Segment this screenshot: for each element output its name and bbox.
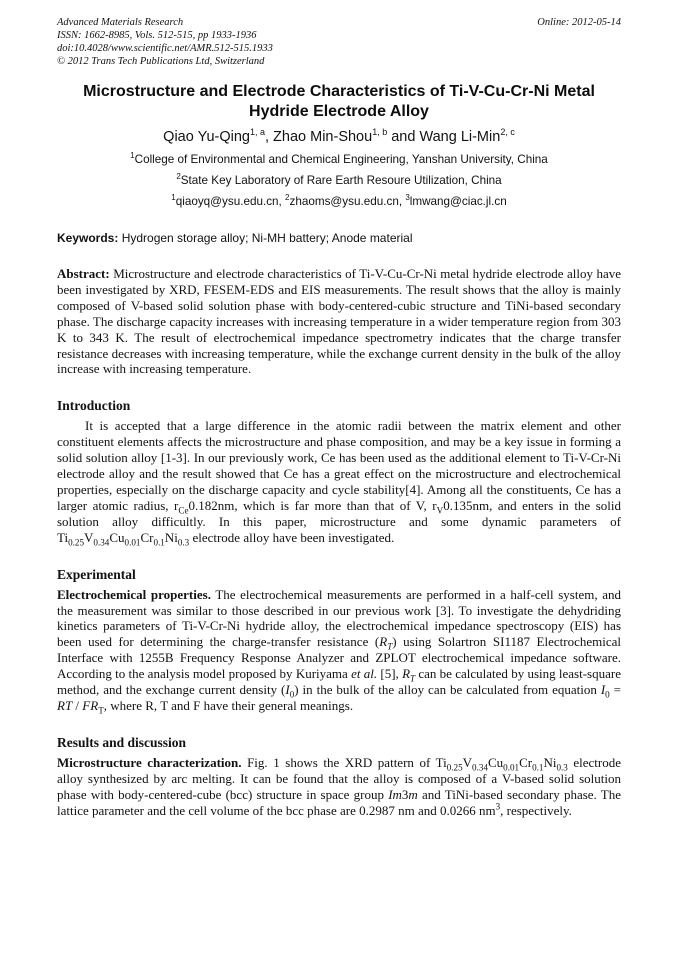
keywords-line [57, 231, 621, 246]
results-paragraph: Microstructure characterization. Fig. 1 shows the XRD pattern of $Ti_{0.25}V_{0.34}Cu_{0.01}Cr_{0.1}Ni_{0.3}$ electrode alloy synthesized by arc melting. It can be found that the alloy is composed of a V-based solid solution phase with body-centered-cube (bcc) structure in space group Im3m and TiNi-based secondary phase. The lattice parameter and the cell volume of the bcc phase are 0.2987 nm and 0.0266 $nm^3$, respectively. [57, 754, 622, 818]
copyright-line: © 2012 Trans Tech Publications Ltd, Switzerland [57, 56, 265, 67]
abstract-paragraph: Abstract: Microstructure and electrode characteristics of Ti-V-Cu-Cr-Ni metal hydride electrode alloy have been investigated by XRD, FESEM-EDS and EIS measurements. The result shows that the alloy is mainly composed of V-based solid solution phase with body-centered-cubic structure and TiNi-based secondary phase. The discharge capacity increases with increasing temperature in a wider temperature region from 303 K to 343 K. The result of electrochemical impedance spectrometry indicates that the charge transfer resistance decreases with increasing temperature, while the exchange current density in the bulk of the alloy increase with increasing temperature. [57, 266, 621, 377]
online-date: Online: 2012-05-14 [537, 17, 621, 28]
section-heading-results: Results and discussion [57, 734, 187, 750]
journal-name: Advanced Materials Research [57, 17, 184, 28]
affiliation-1: $^1$College of Environmental and Chemical Engineering, Yanshan University, China [130, 151, 548, 166]
author-emails-line: $^1$qiaoyq@ysu.edu.cn, $^2$zhaoms@ysu.edu.cn, $^3$lmwang@ciac.jl.cn [171, 193, 507, 208]
introduction-paragraph: It is accepted that a large difference in the atomic radii between the matrix element and other constituent elements affects the microstructure and phase composition, and may be a key issue in forming a solid solution alloy [1-3]. In our previously work, Ce has been used as the additional element to Ti-V-Cr-Ni electrode alloy and the result showed that Ce has a great effect on the microstructure and electrochemical properties, especially on the discharge capacity and cycle stability[4]. Among all the constituents, Ce has a larger atomic radius, $r_{Ce}0.182nm$, which is far more than that of V, $r_V0.135nm$, and enters in the solid solution alloy difficultly. In this paper, microstructure and some dynamic parameters of $Ti_{0.25}V_{0.34}Cu_{0.01}Cr_{0.1}Ni_{0.3}$ electrode alloy have been investigated. [57, 418, 622, 548]
keywords-label: Keywords: [57, 231, 119, 245]
section-heading-experimental: Experimental [57, 566, 136, 582]
journal-header [57, 16, 621, 68]
paper-title: Microstructure and Electrode Characteristics of Ti-V-Cu-Cr-Ni Metal Hydride Electrode Alloy [83, 83, 595, 120]
journal-meta-block [57, 16, 273, 68]
section-heading-introduction: Introduction [57, 398, 131, 414]
authors-line: Qiao Yu-Qing$^{1, a}$, Zhao Min-Shou$^{1, b}$ and Wang Li-Min$^{2, c}$ [163, 127, 515, 145]
experimental-paragraph: Electrochemical properties. The electrochemical measurements are performed in a half-cell system, and the measurement was similar to those described in our previous work [3]. To investigate the dehydriding kinetics parameters of Ti-V-Cr-Ni hydride alloy, the electrochemical impedance spectroscopy (EIS) has been used for determining the charge-transfer resistance $(R_T)$ using Solartron SI1187 Electrochemical Interface with 1255B Frequency Response Analyzer and ZPLOT electrochemical impedance software. According to the analysis model proposed by Kuriyama et al. [5], $R_T$ can be calculated by using least-square method, and the exchange current density $(I_0)$ in the bulk of the alloy can be calculated from equation $I_0$ = RT / $FR_T$, where R, T and F have their general meanings. [57, 586, 621, 716]
affiliation-2: $^2$State Key Laboratory of Rare Earth Resoure Utilization, China [176, 172, 502, 187]
issn-line: ISSN: 1662-8985, Vols. 512-515, pp 1933-1936 [57, 30, 257, 41]
doi-line: doi:10.4028/www.scientific.net/AMR.512-515.1933 [57, 43, 273, 54]
keywords-text: Hydrogen storage alloy; Ni-MH battery; Anode material [118, 231, 413, 245]
